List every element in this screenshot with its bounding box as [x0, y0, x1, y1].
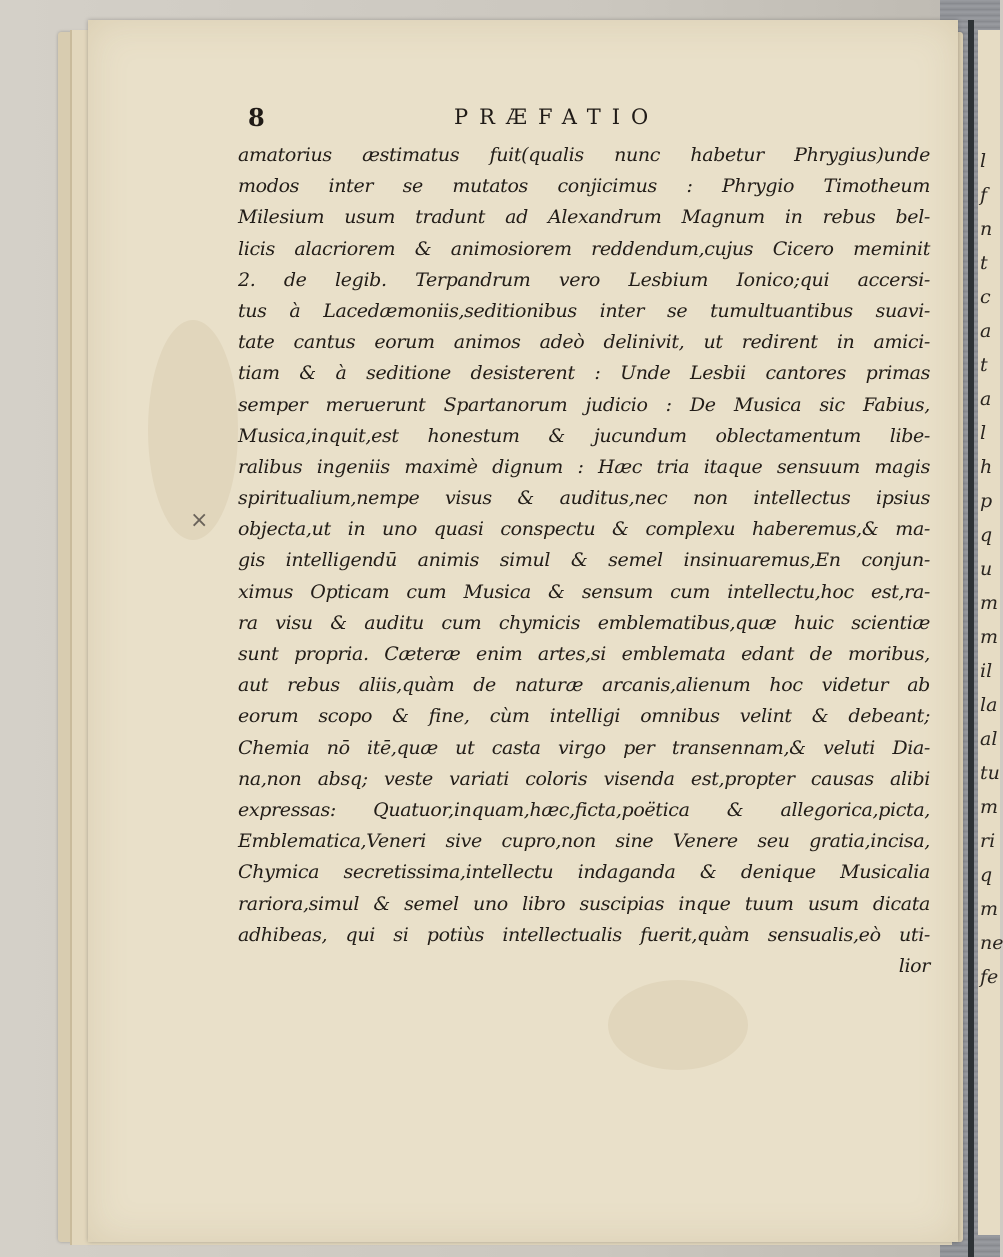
book-spine: [968, 20, 974, 1257]
page-number: 8: [248, 103, 265, 132]
text-line: tiam & à seditione desisterent : Unde Lesbii cantores primas: [238, 362, 930, 385]
facing-page-fragment: fe: [980, 966, 999, 988]
facing-page-fragment: n: [980, 218, 993, 240]
running-head: [238, 103, 938, 135]
text-line: Emblematica,Veneri sive cupro,non sine Venere seu gratia,incisa,: [238, 830, 930, 853]
text-line: spiritualium,nempe visus & auditus,nec non intellectus ipsius: [238, 487, 930, 510]
text-line: 2. de legib. Terpandrum vero Lesbium Ionico;qui accersi-: [238, 268, 930, 291]
text-line: modos inter se mutatos conjicimus : Phrygio Timotheum: [238, 175, 930, 198]
facing-page-fragment: m: [980, 796, 999, 818]
running-head-title: PRÆFATIO: [454, 105, 660, 129]
text-line: objecta,ut in uno quasi conspectu & complexu haberemus,& ma-: [238, 518, 930, 541]
facing-page-fragment: tu: [980, 762, 1000, 784]
facing-page-fragment: ri: [980, 830, 996, 852]
text-line: aut rebus aliis,quàm de naturæ arcanis,alienum hoc videtur ab: [238, 674, 930, 697]
facing-page-fragment: ne: [980, 932, 1003, 954]
facing-page-fragment: t: [980, 354, 988, 376]
text-line: ra visu & auditu cum chymicis emblematibus,quæ huic scientiæ: [238, 611, 930, 634]
facing-page-fragment: u: [980, 558, 993, 580]
facing-page-fragment: q: [980, 864, 993, 886]
text-line: na,non absq; veste variati coloris visenda est,propter causas alibi: [238, 767, 930, 790]
facing-page-fragment: f: [980, 184, 988, 206]
text-line: expressas: Quatuor,inquam,hæc,ficta,poëtica & allegorica,picta,: [238, 798, 930, 821]
facing-page-fragment: l: [980, 422, 987, 444]
text-line: rariora,simul & semel uno libro suscipias inque tuum usum dicata: [238, 892, 930, 915]
text-line: Chemia nō itē,quæ ut casta virgo per transennam,& veluti Dia-: [238, 736, 930, 759]
facing-page-fragment: la: [980, 694, 998, 716]
text-line: semper meruerunt Spartanorum judicio : De Musica sic Fabius,: [238, 393, 930, 416]
facing-page-fragment: il: [980, 660, 993, 682]
text-line: sunt propria. Cæteræ enim artes,si emblemata edant de moribus,: [238, 643, 930, 665]
text-line: licis alacriorem & animosiorem reddendum,cujus Cicero meminit: [238, 237, 930, 260]
text-line: ximus Opticam cum Musica & sensum cum intellectu,hoc est,ra-: [238, 580, 930, 603]
facing-page-fragment: t: [980, 252, 988, 274]
text-line: lior: [898, 954, 930, 977]
text-line: tus à Lacedæmoniis,seditionibus inter se tumultuantibus suavi-: [238, 299, 930, 322]
margin-annotation: ×: [190, 508, 209, 533]
body-text: [238, 140, 930, 982]
facing-page-fragment: c: [980, 286, 991, 308]
text-line: eorum scopo & fine, cùm intelligi omnibus velint & debeant;: [238, 705, 930, 728]
facing-page-edge: [978, 30, 1003, 1235]
text-line: Milesium usum tradunt ad Alexandrum Magnum in rebus bel-: [238, 206, 930, 229]
facing-page-fragment: al: [980, 728, 998, 750]
facing-page-fragment: l: [980, 150, 987, 172]
facing-page-fragment: m: [980, 592, 999, 614]
facing-page-fragment: q: [980, 524, 993, 546]
text-line: ralibus ingeniis maximè dignum : Hæc tria itaque sensuum magis: [238, 455, 930, 478]
text-line: tate cantus eorum animos adeò delinivit, ut redirent in amici-: [238, 331, 930, 354]
facing-page-fragment: m: [980, 626, 999, 648]
text-line: gis intelligendū animis simul & semel insinuaremus,En conjun-: [238, 549, 930, 572]
facing-page-fragment: a: [980, 388, 992, 410]
facing-page-fragment: p: [980, 490, 993, 512]
facing-page-fragment: h: [980, 456, 993, 478]
facing-page-fragment: m: [980, 898, 999, 920]
text-line: Chymica secretissima,intellectu indaganda & denique Musicalia: [238, 861, 930, 884]
text-line: Musica,inquit,est honestum & jucundum oblectamentum libe-: [238, 424, 930, 447]
text-line: amatorius æstimatus fuit(qualis nunc habetur Phrygius)unde: [238, 144, 930, 166]
facing-page-fragment: a: [980, 320, 992, 342]
text-line: adhibeas, qui si potiùs intellectualis fuerit,quàm sensualis,eò uti-: [238, 923, 930, 946]
